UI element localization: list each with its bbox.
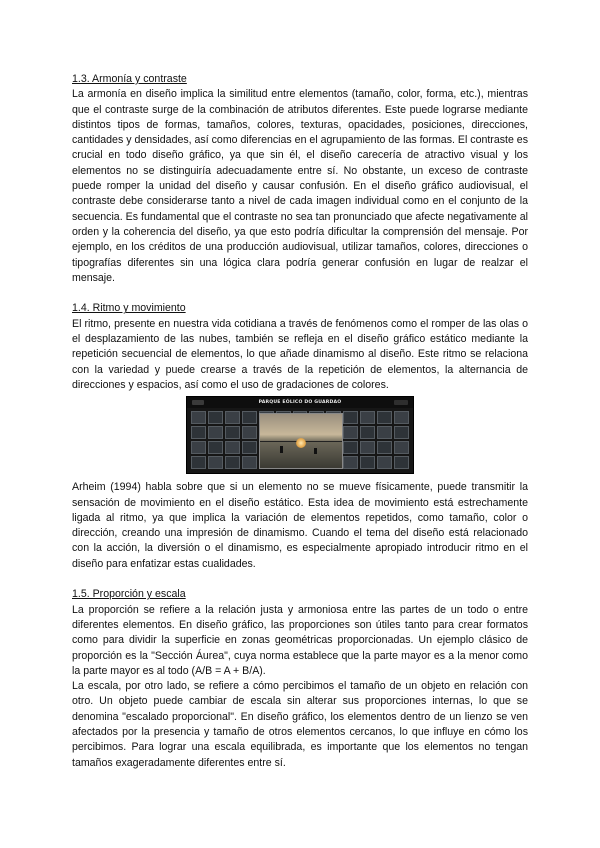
thumbnail-cell	[343, 456, 358, 469]
figure-header-bar	[187, 397, 413, 408]
person-silhouette	[280, 446, 283, 453]
logo-right-icon	[394, 400, 408, 405]
thumbnail-cell	[360, 426, 375, 439]
paragraph-proportion-1: La proporción se refiere a la relación justa y armoniosa entre las partes de un todo o entre diferentes elementos. En diseño gráfico, las proporciones son útiles tanto para crear formatos como para dividir la superficie en zonas geométricas proporcionadas. Un ejemplo clásico de proporción es la "Sección Áurea", cuya norma establece que la parte mayor es a la menor como la parte mayor es al todo (A/B = A + B/A).	[72, 603, 528, 677]
beach-photo	[259, 413, 343, 469]
thumbnail-cell	[208, 456, 223, 469]
thumbnail-cell	[242, 411, 257, 424]
spacer	[72, 572, 528, 587]
thumbnail-cell	[394, 411, 409, 424]
document-body	[72, 72, 528, 771]
thumbnail-cell	[377, 411, 392, 424]
person-silhouette	[314, 448, 317, 454]
paragraph-rhythm-2: Arheim (1994) habla sobre que si un elemento no se mueve físicamente, puede transmitir la sensación de movimiento en el diseño estático. Esta idea de movimiento está estrechamente ligada al ritmo, ya que implica la variación de elementos repetidos, como tamaño, color o dirección, creando una impresión de dinamismo. Cuando el tema del diseño está relacionado con la acción, la diversión o el dinamismo, es especialmente apropiado introducir ritmo en el diseño para enfatizar estas cualidades.	[72, 481, 528, 570]
thumbnail-cell	[208, 411, 223, 424]
thumbnail-cell	[208, 441, 223, 454]
thumbnail-cell	[242, 441, 257, 454]
thumbnail-cell	[225, 426, 240, 439]
thumbnail-cell	[360, 456, 375, 469]
sun-glow	[296, 438, 306, 448]
section-heading-harmony: 1.3. Armonía y contraste	[72, 73, 187, 85]
thumbnail-cell	[343, 441, 358, 454]
thumbnail-cell	[394, 441, 409, 454]
paragraph-proportion-2: La escala, por otro lado, se refiere a cómo percibimos el tamaño de un objeto en relación con otro. Un objeto puede cambiar de escala sin alterar sus proporciones internas, lo que se denomina "escalado proporcional". En diseño gráfico, los elementos dentro de un lienzo se ven afectados por la presencia y tamaño de otros elementos cercanos, lo que influye en cómo los percibimos. Para lograr una escala equilibrada, es importante que los elementos no tengan tamaños exageradamente diferentes entre sí.	[72, 680, 528, 769]
thumbnail-cell	[242, 426, 257, 439]
section-heading-proportion: 1.5. Proporción y escala	[72, 588, 186, 601]
figure-image	[186, 396, 414, 474]
logo-left-icon	[192, 400, 204, 405]
paragraph-harmony: La armonía en diseño implica la similitud entre elementos (tamaño, color, forma, etc.), mientras que el contraste surge de la combinación de atributos diferentes. Este puede lograrse mediante distintos tipos de formas, tamaños, colores, texturas, opacidades, posiciones, direcciones, cantidades y densidades, así como diferencias en el agrupamiento de las formas. El contraste es crucial en todo diseño gráfico, ya que sin él, el diseño carecería de atractivo visual y los elementos no se distinguiría adecuadamente entre sí. No obstante, un exceso de contraste puede romper la unidad del diseño y causar confusión. En el diseño gráfico audiovisual, el contraste debe considerarse tanto a nivel de cada imagen individual como en el conjunto de la secuencia. Es fundamental que el contraste no sea tan pronunciado que afecte negativamente al orden y la coherencia del diseño, ya que esto podría dificultar la comprensión del mensaje. Por ejemplo, en los créditos de una producción audiovisual, utilizar tamaños, colores, direcciones o tipografías diferentes sin una lógica clara podría generar confusión en lugar de realzar el mensaje.	[72, 88, 528, 284]
thumbnail-cell	[225, 456, 240, 469]
thumbnail-cell	[377, 456, 392, 469]
paragraph-rhythm-1: El ritmo, presente en nuestra vida cotidiana a través de fenómenos como el romper de las olas o el desplazamiento de las nubes, también se refleja en el diseño gráfico estático mediante la repetición secuencial de elementos, lo que añade dinamismo al diseño. Este ritmo se relaciona con la variedad y puede crearse a través de la repetición de elementos, la alternancia de direcciones y espacios, así como el uso de gradaciones de colores.	[72, 317, 528, 391]
thumbnail-cell	[377, 426, 392, 439]
thumbnail-cell	[343, 426, 358, 439]
thumbnail-cell	[343, 411, 358, 424]
thumbnail-cell	[191, 441, 206, 454]
thumbnail-cell	[394, 426, 409, 439]
thumbnail-cell	[191, 456, 206, 469]
spacer	[72, 286, 528, 301]
thumbnail-cell	[225, 411, 240, 424]
thumbnail-cell	[377, 441, 392, 454]
thumbnail-cell	[208, 426, 223, 439]
figure-title: PARQUE EÓLICO DO GUARDAO	[258, 400, 342, 406]
thumbnail-cell	[242, 456, 257, 469]
figure-wind-park	[72, 396, 528, 474]
thumbnail-cell	[360, 411, 375, 424]
thumbnail-cell	[191, 411, 206, 424]
section-heading-rhythm: 1.4. Ritmo y movimiento	[72, 302, 186, 315]
thumbnail-cell	[394, 456, 409, 469]
thumbnail-cell	[191, 426, 206, 439]
thumbnail-cell	[360, 441, 375, 454]
thumbnail-cell	[225, 441, 240, 454]
